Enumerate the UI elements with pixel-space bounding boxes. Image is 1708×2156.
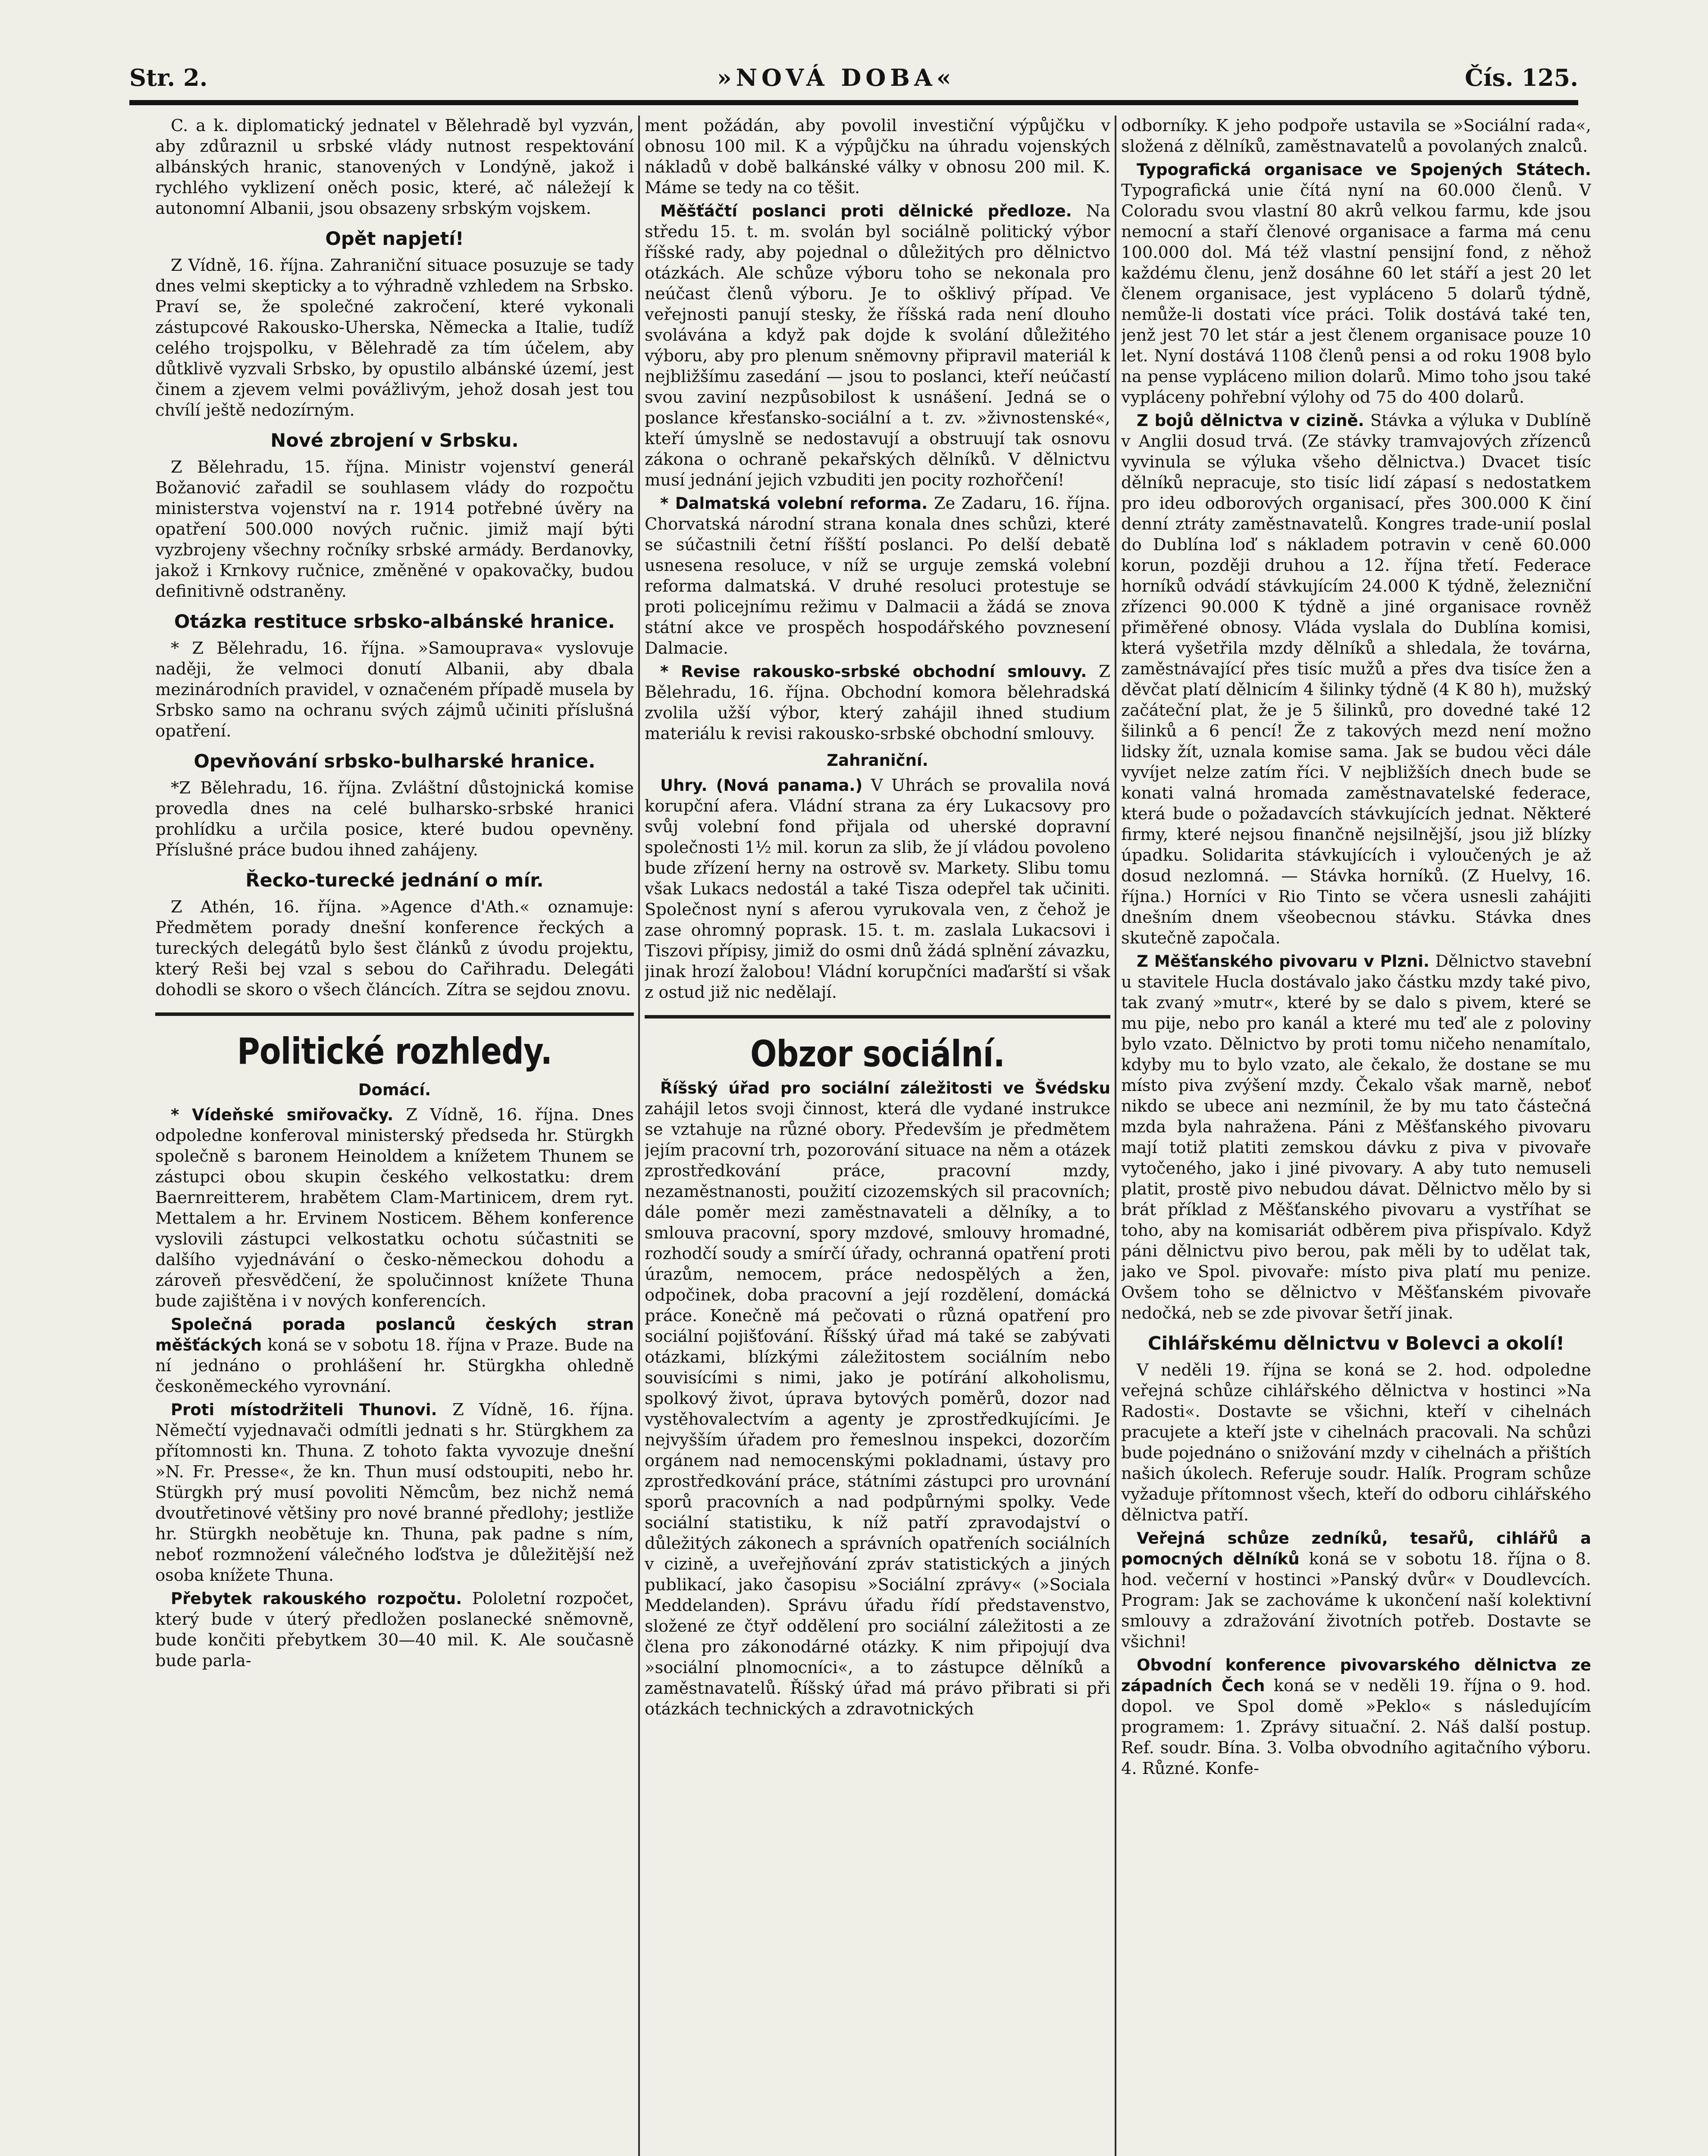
text-dalmatska-reforma: Ze Zadaru, 16. října. Chorvatská národní strana konala dnes schůzi, které se súčastnili četní říšští poslanci. Po delší debatě usnesena resoluce, v níž se urguje zemská volební reforma dalmatská. V druhé resoluci protestuje se proti policejnímu režimu v Dalmacii a žádá se znova státní akce ve prospěch hospodářského povznesení Dalmacie.: [645, 494, 1110, 658]
lead-spolecna-porada: Společná porada poslanců českých stran měšťáckých: [155, 1315, 634, 1354]
lead-verejna-schuze: Veřejná schůze zedníků, tesařů, cihlářů a pomocných dělníků: [1121, 1529, 1591, 1568]
article-proti-thunovi: [155, 1400, 634, 1586]
lead-mestansky-pivovar: Z Měšťanského pivovaru v Plzni.: [1137, 952, 1429, 971]
article-continuation-rozpocet: ment požádán, aby povolil investiční výpůjčku v obnosu 100 mil. K a výpůjčku na úhradu vojenských nákladů v době balkánské války v obnosu 200 mil. K. Máme se tedy na co těšit.: [645, 116, 1110, 197]
lead-obvodni-konference: Obvodní konference pivovarského dělnictva ze západních Čech: [1121, 1656, 1591, 1695]
article-mestansky-pivovar: [1121, 951, 1591, 1324]
page-number: Str. 2.: [129, 64, 208, 91]
article-opevnovani-text: *Z Bělehradu, 16. října. Zvláštní důstojnická komise provedla dnes na celé bulharsko-srbské hranici prohlídku a určila posice, které budou opevněny. Příslušné práce budou ihned zahájeny.: [155, 778, 634, 860]
text-revise-smlouvy: Z Bělehradu, 16. října. Obchodní komora bělehradská zvolila užší výbor, který zahájil ihned studium materiálu k revisi rakousko-srbské obchodní smlouvy.: [645, 662, 1110, 743]
text-mestansky-pivovar: Dělnictvo stavební u stavitele Hucla dostávalo jako částku mzdy také pivo, tak zvaný »mutr«, které by se dalo s pivem, které se mu pije, nebo pro kanál a které mu teď ale z poloviny bylo vzato. Dělnictvo by proti tomu ničeho nenamítalo, kdyby mu to bylo vzato, ale čekalo, že dostane se mu místo piva zvýšení mzdy. Čekalo však marně, neboť nikdo se ubece ani nezmínil, že by mu tato částečná mzda byla nahražena. Páni z Měšťanského pivovaru mají totiž platiti zemskou dávku z piva v pivovaře vytočeného, jako i jiné pivovary. A aby tuto nemuseli platit, prostě pivo nebudou dávat. Dělnictvo mělo by si brát příklad z Měšťanského pivovaru a vystříhat se toho, aby na komisariát odběrem piva přispívalo. Když páni dělnictvu pivo berou, pak měli by to udělat tak, jako ve Spol. pivovaře: místo piva platí mu penize. Ovšem toho se dělnictvo v Měšťanském pivovaře nedočká, neb se zde pivovar šetří jinak.: [1121, 952, 1591, 1323]
article-continuation-rada: odborníky. K jeho podpoře ustavila se »Sociální rada«, složená z dělníků, zaměstnavatelů a povolaných znalců.: [1121, 116, 1591, 156]
headline-opet-napjeti: Opět napjetí!: [325, 228, 464, 250]
text-verejna-schuze: koná se v sobotu 18. října o 8. hod. večerní v hostinci »Panský dvůr« v Doudlevcích. Program: Jak se zachováme k ukončení naší kolektivní smlouvy a zdražování životních potřeb. Dostavte se všichni!: [1121, 1549, 1591, 1651]
article-recko-turecke-text: Z Athén, 16. října. »Agence d'Ath.« oznamuje: Předmětem porady dnešní konference řeckých a tureckých delegátů bylo šest článků z úvodu projektu, který Reši bej vzal s sebou do Cařihradu. Delegáti dohodli se skoro o všech článcích. Zítra se sejdou znovu.: [155, 897, 634, 1000]
headline-opevnovani: Opevňování srbsko-bulharské hranice.: [194, 751, 595, 772]
lead-risky-urad: Říšský úřad pro sociální záležitosti ve Švédsku: [660, 1079, 1110, 1097]
article-videnske-smirovacky: [155, 1105, 634, 1312]
lead-boje-delnictva: Z bojů dělnictva v cizině.: [1137, 411, 1364, 430]
article-uhry: [645, 775, 1110, 1003]
article-risky-urad: [645, 1078, 1110, 1720]
text-videnske-smirovacky: Z Vídně, 16. října. Dnes odpoledne konferoval ministerský předseda hr. Stürgkh společně s baronem Heinoldem a knížetem Thunem se zástupci obou skupin českého velkostatku: drem Baernreitterem, hrabětem Clam-Martinicem, drem ryt. Mettalem a hr. Ervinem Nosticem. Během konference vyslovili zástupci velkostatku ochotu súčastniti se dalšího vyjednávání o česko-německou dohodu a zároveň přesvědčení, že spolučinnost knížete Thuna bude zajištěna i v nových konferencích.: [155, 1105, 634, 1311]
section-separator: [645, 1015, 1110, 1018]
headline-cihlarske-delnictvo: Cihlářskému dělnictvu v Bolevci a okolí!: [1147, 1333, 1565, 1354]
article-cihlarske-delnictvo-text: V neděli 19. října se koná se 2. hod. odpoledne veřejná schůze cihlářského dělnictva v hostinci »Na Radosti«. Dostavte se všichni, kteří v cihelnách pracujete a kteří jste v cihelnách pracovali. Na schůzi bude pojednáno o snižování mzdy v cihelnách a přištích našich úkolech. Referuje soudr. Halík. Program schůze vyžaduje přítomnost všech, kteří do odboru cihlářského dělnictva patří.: [1121, 1360, 1591, 1525]
headline-nove-zbrojeni: Nové zbrojení v Srbsku.: [270, 430, 519, 451]
article-albania-paragraph: C. a k. diplomatický jednatel v Bělehradě byl vyzván, aby zdůraznil u srbské vlády nutnost respektování albánských hranic, stanovených v Londýně, jakož i rychlého vyklizení oněch posic, které, ač náležejí k autonomní Albanii, jsou obsazeny srbským vojskem.: [155, 116, 634, 218]
article-mestacti-poslanci: [645, 201, 1110, 491]
article-typograficka: [1121, 160, 1591, 408]
subsection-domaci: Domácí.: [358, 1081, 431, 1099]
headline-otazka-restituce: Otázka restituce srbsko-albánské hranice.: [174, 611, 615, 633]
article-opet-napjeti-text: Z Vídně, 16. října. Zahraniční situace posuzuje se tady dnes velmi skepticky a to výhradně vzhledem na Srbsko. Praví se, že společné zakročení, které vykonali zástupcové Rakousko-Uherska, Německa a Italie, tudíž celého trojspolku, v Bělehradě za tím účelem, aby důtklivě vyzvali Srbsko, by opustilo albánské území, jest činem a zjevem velmi povážlivým, jehož dosah jest tou chvílí ještě nedozírným.: [155, 256, 634, 420]
column-3: [1121, 116, 1591, 2156]
lead-mestacti-poslanci: Měšťáčtí poslanci proti dělnické předloze.: [660, 202, 1072, 220]
lead-revise-smlouvy: * Revise rakousko-srbské obchodní smlouvy.: [660, 662, 1087, 681]
article-otazka-restituce-text: * Z Bělehradu, 16. října. »Samouprava« vyslovuje naději, že velmoci donutí Albanii, aby dbala mezinárodních pravidel, v označeném případě musela by Srbsko samo na ochranu svých zájmů učiniti příslušná opatření.: [155, 639, 634, 741]
article-obvodni-konference: [1121, 1655, 1591, 1779]
article-revise-smlouvy: [645, 661, 1110, 744]
lead-videnske-smirovacky: * Vídeňské smiřovačky.: [171, 1106, 394, 1124]
section-title-politicke-rozhledy: Politické rozhledy.: [237, 1030, 552, 1072]
lead-prebytek: Přebytek rakouského rozpočtu.: [171, 1589, 462, 1608]
column-2: [645, 116, 1110, 2156]
article-dalmatska-reforma: [645, 493, 1110, 659]
text-prebytek: Pololetní rozpočet, který bude v úterý předložen poslanecké sněmovně, bude končiti přebytkem 30—40 mil. K. Ale současně bude parla-: [155, 1589, 634, 1670]
lead-dalmatska-reforma: * Dalmatská volební reforma.: [660, 494, 928, 513]
text-mestacti-poslanci: Na středu 15. t. m. svolán byl sociálně politický výbor říšské rady, aby pojednal o důležitých pro dělnictvo otázkách. Ale schůze výboru toho se nekonala pro neúčast členů výboru. Je to ošklivý případ. Ve veřejnosti panují stesky, že říšská rada není dlouho svolávána a když pak dojde k svolání důležitého výboru, aby pro plenum sněmovny připravil materiál k nejbližšímu zasedání — jsou to poslanci, kteří neúčastí svou zaviní nezpůsobilost k usnášení. Jedná se o poslance křesťansko-sociální a t. zv. »živnostenské«, kteří úmyslně se nedostavují a obstruují tak osnovu zákona o ochraně pekařských dělníků. V dělnictvu musí jednání jejich vzbuditi jen pocity rozhořčení!: [645, 201, 1110, 490]
header-rule: [129, 100, 1578, 105]
article-prebytek: [155, 1589, 634, 1671]
lead-uhry: Uhry. (Nová panama.): [660, 776, 863, 795]
article-spolecna-porada: [155, 1314, 634, 1397]
text-proti-thunovi: Z Vídně, 16. října. Němečtí vyjednavači odmítli jednati s hr. Stürgkhem za přítomnosti kn. Thuna. Z tohoto fakta vyvozuje dnešní »N. Fr. Presse«, že kn. Thun musí odstoupiti, nebo hr. Stürgkh prý musí povoliti Němcům, bez nichž nemá dvoutřetinové většiny pro nové branné předlohy; jestliže hr. Stürgkh neobětuje kn. Thuna, pak padne s ním, neboť rozmnožení válečného loďstva je důležitější než osoba knížete Thuna.: [155, 1400, 634, 1585]
text-boje-delnictva: Stávka a výluka v Dublíně v Anglii dosud trvá. (Ze stávky tramvajových zřízenců vyvinula se výluka všeho dělnictva.) Dvacet tisíc dělníků nepracuje, sto tisíc lidí zápasí s nedostatkem pro ideu odborových organisací, přes 300.000 K činí denní ztráty zaměstnavatelů. Kongres trade-unií poslal do Dublína loď s nákladem potravin v ceně 60.000 korun, později druhou a 12. října třetí. Federace horníků odvádí stávkujícím 24.000 K týdně, železniční zřízenci 90.000 K týdně a jiné organisace rovněž přiměřené obnosy. Vláda vyslala do Dublína komisi, která vyšetřila mzdy dělníků a shledala, že továrna, zaměstnávající přes tisíc mužů a přes dva tisíce žen a děvčat platí dělnicím 4 šilinky týdně (4 K 80 h), mužský začáteční plat, že je 5 šilinků, pro dovedné také 12 šilinků a 6 pencí! Že z takových mezd není možno lidsky žít, uznala komise sama. Jak se budou věci dále vyvíjet nelze zatím říci. V nejbližších dnech bude se konati valná hromada zaměstnavatelské federace, která bude o požadavcích stávkujících jednat. Některé firmy, které nejsou finančně nejsilnější, jsou již blízky úpadku. Solidarita stávkujících i vyloučených je až dosud nezlomná. — Stávka horníků. (Z Huelvy, 16. října.) Horníci v Rio Tinto se včera usnesli zahájiti dnešním dnem všeobecnou stávku. Stávka dnes skutečně započala.: [1121, 411, 1591, 948]
lead-typograficka: Typografická organisace ve Spojených Státech.: [1137, 160, 1591, 179]
text-risky-urad: zahájil letos svoji činnost, která dle vydané instrukce se vztahuje na různé obory. Především je předmětem jejím pracovní trh, pozorování situace na něm a otázek zprostředkování práce, pracovní mzdy, nezaměstnanosti, použití cizozemských sil pracovních; dále poměr mezi zaměstnavateli a dělníky, a to smlouva pracovní, spory mzdové, smlouvy hromadné, rozhodčí soudy a smírčí úřady, ochranná opatření proti úrazům, nemocem, práce nedospělých a žen, odpočinek, doba pracovní a její rozdělení, domácká práce. Konečně má pečovati o různá opatření pro sociální pojišťování. Říšský úřad má také se zabývati otázkami, blízkými záležitostem sociálním nebo souvisícími s nimi, jako je potírání alkoholismu, spolkový život, úprava bytových poměrů, dozor nad vystěhovalectvím a agenty je zprostředkujícími. Je nejvyšším úřadem pro řemeslnou inspekci, dozorčím orgánem nad nemocenskými pokladnami, ústavy pro zprostředkování práce, státními zástupci pro urovnání sporů pracovních a nad podpůrnými spolky. Vede sociální statistiku, k níž patří zpravodajství o důležitých zákonech a správních opatřeních sociálních v cizině, a uveřejňování zpráv statistických a jiných publikací, jako časopisu »Sociální zprávy« (»Sociala Meddelanden). Správu úřadu řídí představenstvo, složené ze čtyř oddělení pro sociální záležitosti a ze člena pro zákonodárné otázky. K nim připojují dva »sociální plnomocníci«, a to zástupce dělníků a zaměstnavatelů. Říšský úřad má právo přibrati si při otázkách technických a zdravotnických: [645, 1099, 1110, 1719]
page-header: [129, 60, 1578, 95]
section-title-obzor-socialni: Obzor sociální.: [750, 1033, 1005, 1075]
column-1: [155, 116, 634, 2156]
issue-number: Čís. 125.: [1464, 64, 1578, 91]
article-boje-delnictva: [1121, 411, 1591, 949]
newspaper-title: »NOVÁ DOBA«: [717, 64, 956, 91]
article-nove-zbrojeni-text: Z Bělehradu, 15. října. Ministr vojenství generál Božanović zařadil se souhlasem vlády do rozpočtu ministerstva vojenství na r. 1914 potřebné úvěry na opatření 500.000 nových ručnic. jimiž mají býti vyzbrojeny všechny ročníky srbské armády. Berdanovky, jakož i Krnkovy ručnice, změněné v opakovačky, budou definitivně odstraněny.: [155, 458, 634, 601]
lead-proti-thunovi: Proti místodržiteli Thunovi.: [171, 1401, 437, 1419]
headline-recko-turecke: Řecko-turecké jednání o mír.: [245, 870, 544, 891]
article-verejna-schuze: [1121, 1528, 1591, 1652]
text-uhry: V Uhrách se provalila nová korupční afera. Vládní strana za éry Lukacsovy pro svůj volební fond přijala od uherské dopravní společnosti 1½ mil. korun za slib, že jí vládou povoleno bude zřízení herny na ostrově sv. Markety. Slibu tomu však Lukacs nedostál a také Tisza odepřel tak učiniti. Společnost nyní s aferou vyrukovala ven, z čehož je zase ohromný poprask. 15. t. m. zaslala Lukacsovi i Tiszovi přípisy, jimiž do osmi dnů žádá splnění závazku, jinak hrozí žalobou! Vládní korupčníci maďarští si však z ostud již nic nedělají.: [645, 776, 1110, 1002]
section-separator: [155, 1012, 634, 1016]
text-obvodni-konference: koná se v neděli 19. října o 9. hod. dopol. ve Spol domě »Peklo« s následujícím programem: 1. Zprávy situační. 2. Náš další postup. Ref. soudr. Bína. 3. Volba obvodního agitačního výboru. 4. Různé. Konfe-: [1121, 1676, 1591, 1778]
column-rule-2: [1115, 116, 1116, 2156]
text-spolecna-porada: koná se v sobotu 18. října v Praze. Bude na ní jednáno o prohlášení hr. Stürgkha ohledně českoněmeckého vyrovnání.: [155, 1335, 634, 1396]
subsection-zahranicni: Zahraniční.: [827, 751, 928, 770]
column-rule-1: [638, 116, 640, 2156]
text-typograficka: Typografická unie čítá nyní na 60.000 členů. V Coloradu svou vlastní 80 akrů velkou farmu, kde jsou nemocní a staří členové organisace a farma má cenu 100.000 dol. Má též vlastní pensijní fond, z něhož každému členu, jenž dosáhne 60 let stáří a jest 20 let členem organisace, jest vypláceno 5 dolarů týdně, nemůže-li dostati více práci. Tolik dostává také ten, jenž jest 70 let stár a jest členem organisace pouze 10 let. Nyní dostává 1108 členů pensi a od roku 1908 bylo na pense vypláceno milion dolarů. Mimo toho jsou také vypláceny pohřební výlohy od 75 do 400 dolarů.: [1121, 181, 1591, 407]
